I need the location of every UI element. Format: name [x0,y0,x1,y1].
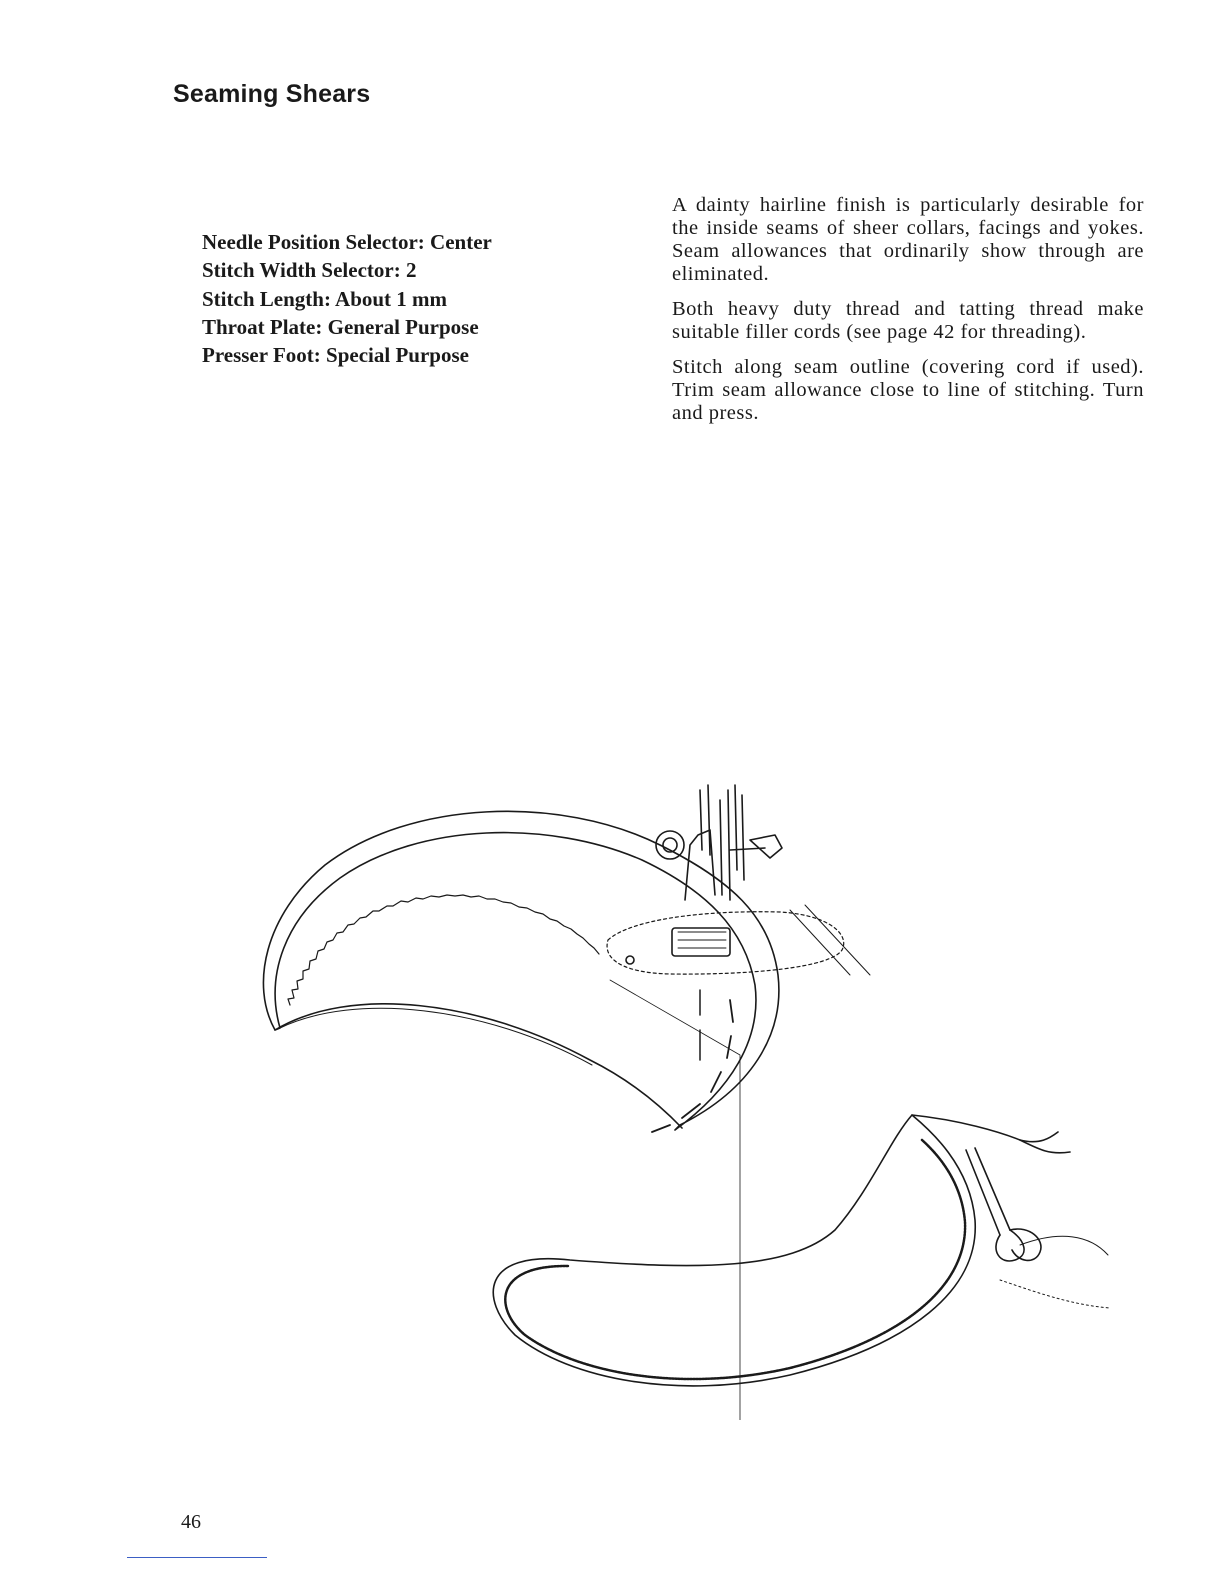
setting-label: Stitch Width Selector [202,258,394,283]
footer-rule [127,1557,267,1558]
setting-stitch-length: Stitch Length: About 1 mm [202,286,448,311]
stitching-guide-dashes [652,1000,733,1132]
setting-needle-position: Needle Position Selector: Center [202,230,492,254]
collar-piece-lower [493,1115,1070,1386]
setting-value: Center [430,230,492,254]
setting-presser-foot: Presser Foot: Special Purpose [202,343,469,368]
setting-value: Special Purpose [326,343,469,368]
zigzag-seam [505,1140,965,1379]
setting-label: Stitch Length [202,286,324,311]
paragraph-steps: Stitch along seam outline (covering cord if used). Trim seam allowance close to line of stitching. Turn and press. [672,356,1144,424]
collar-piece-upper [263,811,778,1132]
setting-throat-plate: Throat Plate: General Purpose [202,314,479,339]
setting-value: 2 [405,258,417,283]
setting-label: Needle Position Selector [202,230,418,254]
page-title: Seaming Shears [173,80,371,108]
setting-stitch-width: Stitch Width Selector: 2 [202,258,417,283]
seaming-illustration [230,760,1130,1420]
setting-label: Throat Plate [202,314,316,339]
page-number: 46 [181,1511,201,1533]
paragraph-intro: A dainty hairline finish is particularly desirable for the inside seams of sheer collars, facings and yokes. Seam allowances that ordinarily show through are eliminated. [672,194,1144,285]
machine-settings-list [202,228,622,369]
presser-foot [607,785,870,1420]
zigzag-seam [288,895,599,1005]
setting-value: About 1 mm [335,286,448,311]
instructions-text [672,194,1144,437]
setting-label: Presser Foot [202,343,314,368]
setting-value: General Purpose [327,314,479,339]
scissors [966,1148,1110,1308]
paragraph-filler-cords: Both heavy duty thread and tatting thread make suitable filler cords (see page 42 for threading). [672,298,1144,343]
